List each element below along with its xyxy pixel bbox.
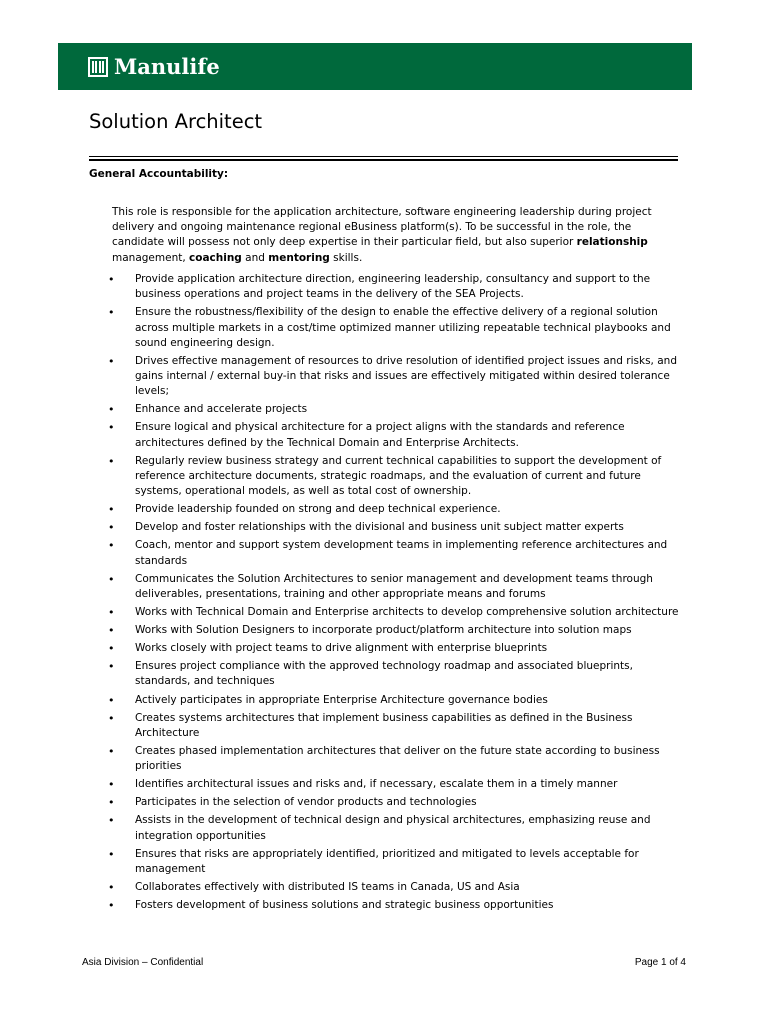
intro-bold-coaching: coaching: [189, 251, 242, 264]
intro-text-after: skills.: [329, 251, 363, 264]
list-item: • Provide leadership founded on strong and deep technical experience.: [108, 502, 680, 517]
intro-paragraph: [112, 205, 672, 266]
list-item: • Ensures that risks are appropriately identified, prioritized and mitigated to levels acceptable for management: [108, 847, 680, 877]
list-item: • Works closely with project teams to drive alignment with enterprise blueprints: [108, 641, 680, 656]
list-item: • Ensures project compliance with the approved technology roadmap and associated blueprints, standards, and techniques: [108, 659, 680, 689]
header-banner: [58, 43, 692, 90]
list-item: • Fosters development of business solutions and strategic business opportunities: [108, 898, 680, 913]
footer-confidential: Asia Division – Confidential: [82, 957, 204, 968]
list-item: • Creates phased implementation architectures that deliver on the future state according to business priorities: [108, 744, 680, 774]
list-item: • Develop and foster relationships with the divisional and business unit subject matter experts: [108, 520, 680, 535]
intro-text-mid-2: and: [241, 251, 269, 264]
list-item: • Ensure logical and physical architecture for a project aligns with the standards and reference architectures defined by the Technical Domain and Enterprise Architects.: [108, 420, 680, 450]
manulife-logo-icon: [88, 57, 108, 77]
intro-bold-mentoring: mentoring: [268, 251, 330, 264]
list-item: • Works with Technical Domain and Enterprise architects to develop comprehensive solution architecture: [108, 605, 680, 620]
list-item: • Actively participates in appropriate Enterprise Architecture governance bodies: [108, 693, 680, 708]
list-item: • Ensure the robustness/flexibility of the design to enable the effective delivery of a regional solution across multiple markets in a cost/time optimized manner utilizing repeatable technical playbooks and sound engineering design.: [108, 305, 680, 351]
manulife-logo: [88, 54, 220, 79]
list-item: • Identifies architectural issues and risks and, if necessary, escalate them in a timely manner: [108, 777, 680, 792]
list-item: • Creates systems architectures that implement business capabilities as defined in the Business Architecture: [108, 711, 680, 741]
intro-text-before: This role is responsible for the application architecture, software engineering leadership during project delivery and ongoing maintenance regional eBusiness platform(s). To be successful in the role, the candidate will possess not only deep expertise in their particular field, but also superior: [112, 206, 652, 249]
page-title: Solution Architect: [89, 110, 263, 133]
list-item: • Communicates the Solution Architectures to senior management and development teams through deliverables, presentations, training and other appropriate means and forums: [108, 572, 680, 602]
footer-page-number: Page 1 of 4: [634, 957, 686, 968]
list-item: • Provide application architecture direction, engineering leadership, consultancy and support to the business operations and project teams in the delivery of the SEA Projects.: [108, 272, 680, 302]
list-item: • Enhance and accelerate projects: [108, 402, 680, 417]
list-item: • Assists in the development of technical design and physical architectures, emphasizing reuse and integration opportunities: [108, 813, 680, 843]
list-item: • Drives effective management of resources to drive resolution of identified project issues and risks, and gains internal / external buy-in that risks and issues are effectively mitigated within desired tolerance levels;: [108, 354, 680, 400]
logo-text: Manulife: [114, 54, 220, 79]
accountability-list: [108, 272, 680, 916]
list-item: • Regularly review business strategy and current technical capabilities to support the development of reference architecture documents, strategic roadmaps, and the evaluation of current and future systems, operational models, as well as total cost of ownership.: [108, 454, 680, 500]
title-divider-thick: [89, 159, 678, 161]
list-item: • Coach, mentor and support system development teams in implementing reference architectures and standards: [108, 538, 680, 568]
list-item: • Collaborates effectively with distributed IS teams in Canada, US and Asia: [108, 880, 680, 895]
intro-bold-relationship: relationship: [576, 236, 648, 249]
list-item: • Works with Solution Designers to incorporate product/platform architecture into solution maps: [108, 623, 680, 638]
intro-text-mid-1: management,: [112, 251, 190, 264]
title-divider-thin: [89, 156, 678, 157]
section-heading: General Accountability:: [89, 168, 229, 180]
list-item: • Participates in the selection of vendor products and technologies: [108, 795, 680, 810]
